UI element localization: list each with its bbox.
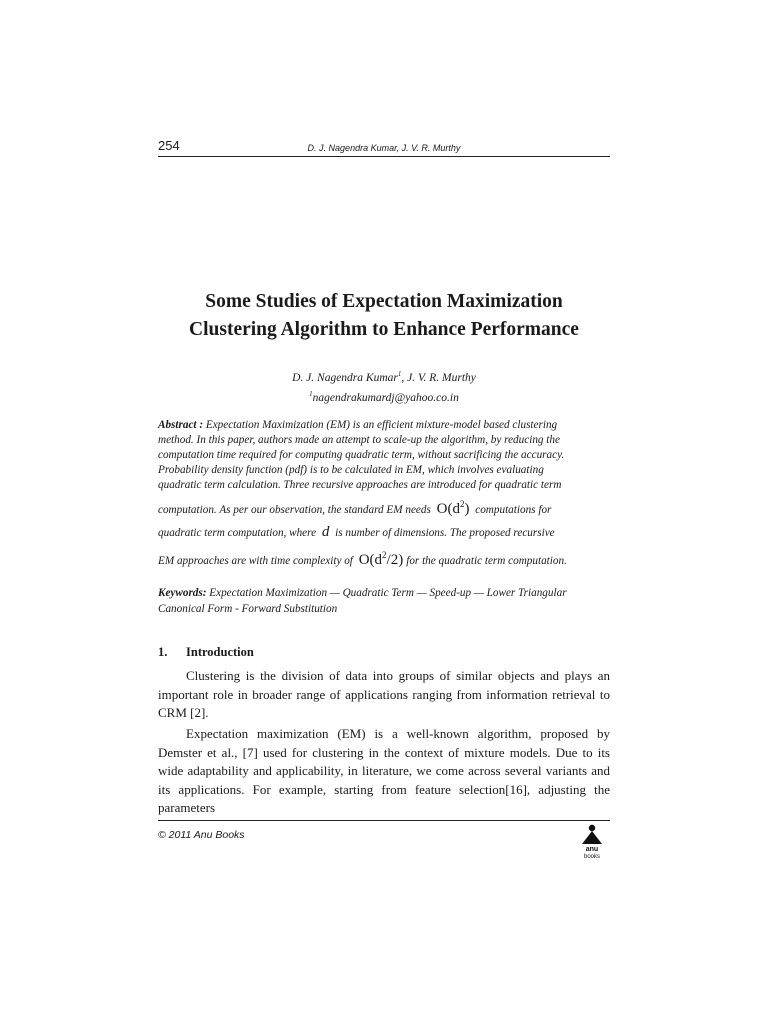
author-block — [158, 366, 610, 406]
keywords-line: Canonical Form - Forward Substitution — [158, 602, 338, 615]
page-number: 254 — [158, 138, 180, 153]
abstract-line: computation. As per our observation, the standard EM needs $O(d^2)$ computations for — [158, 499, 552, 518]
section-number: 1. — [158, 645, 168, 659]
dimension-symbol: d — [321, 524, 330, 541]
abstract-line: quadratic term calculation. Three recursive approaches are introduced for quadratic term — [158, 479, 562, 492]
section-heading — [158, 645, 254, 660]
logo-text-top: anu — [585, 846, 599, 853]
author-names: D. J. Nagendra Kumar$^1$, J. V. R. Murthy — [292, 370, 476, 384]
logo-triangle — [582, 831, 602, 844]
section-title: Introduction — [186, 645, 254, 659]
abstract-line: method. In this paper, authors made an attempt to scale-up the algorithm, by reducing the — [158, 434, 560, 447]
complexity-formula: $O(d^2)$ — [436, 499, 470, 518]
abstract-line: computation time required for computing quadratic term, without sacrificing the accuracy. — [158, 449, 565, 462]
abstract-line: quadratic term computation, where d is number of dimensions. The proposed recursive — [158, 524, 555, 541]
keywords-label: Keywords: — [158, 587, 207, 599]
copyright-notice: © 2011 Anu Books — [158, 829, 245, 841]
abstract-line: Probability density function (pdf) is to be calculated in EM, which involves evaluating — [158, 464, 544, 477]
running-header — [158, 136, 610, 157]
body-paragraph: Expectation maximization (EM) is a well-known algorithm, proposed by Demster et al., [7] used for clustering in the context of mixture models. Due to its wide adaptability and applicability, in literature, we come across several variants and its applications. For example, starting from feature selection[16], adjusting the parameters — [158, 726, 610, 815]
running-authors: D. J. Nagendra Kumar, J. V. R. Murthy — [307, 143, 461, 153]
abstract-label: Abstract : — [158, 419, 204, 431]
page-footer — [158, 820, 610, 860]
abstract-line: EM approaches are with time complexity of $O(d^2/2)$ for the quadratic term computation. — [158, 550, 567, 569]
publisher-logo — [580, 824, 604, 860]
keywords-line: Keywords: Expectation Maximization — Quadratic Term — Speed-up — Lower Triangular — [158, 587, 567, 599]
title-line-1: Some Studies of Expectation Maximization — [205, 291, 563, 312]
recursive-complexity-formula: $O(d^2/2)$ — [358, 550, 404, 569]
logo-dot — [589, 825, 595, 831]
abstract-line: Abstract : Expectation Maximization (EM) is an efficient mixture-model based clustering — [158, 419, 558, 431]
abstract — [158, 418, 610, 572]
paper-title — [140, 288, 628, 344]
logo-text-bottom: books — [583, 854, 601, 860]
author-email: $^1$nagendrakumardj@yahoo.co.in — [309, 389, 459, 404]
keywords — [158, 586, 610, 617]
body-paragraph: Clustering is the division of data into groups of similar objects and plays an important role in broader range of applications ranging from information retrieval to CRM [2]. — [158, 668, 610, 720]
title-line-2: Clustering Algorithm to Enhance Performance — [189, 319, 579, 340]
